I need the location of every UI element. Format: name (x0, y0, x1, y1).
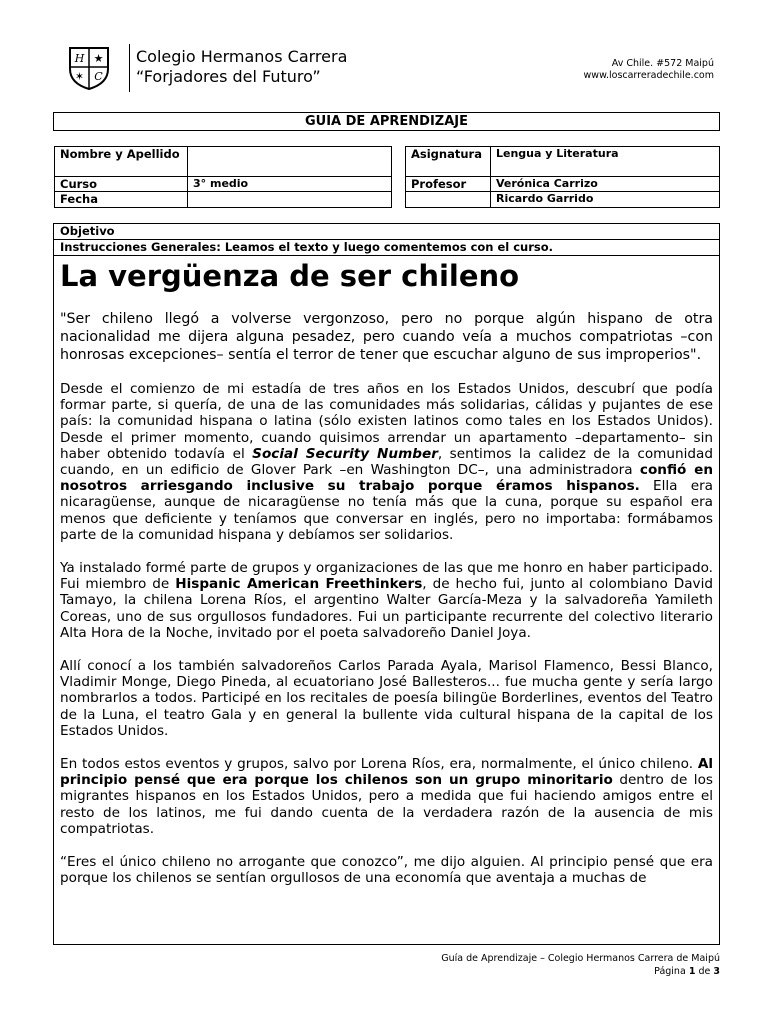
name-value (188, 147, 392, 177)
text-run: , de hecho fui, junto al colombiano David Tamayo, la chilena Lorena Ríos, el argentino Walter García-Meza y la salvadoreña Yamileth Coreas, uno de sus orgullosos fundadores. Fui un participante recurrente del colectivo literario Alta Hora de la Noche, invitado por el poeta salvadoreño Daniel Joya. (60, 576, 713, 641)
emphasis-trust: confió en nosotros arriesgando inclusive su trabajo porque éramos hispanos. (60, 462, 713, 495)
text-run: Ella era nicaragüense, aunque de nicaragüense no tenía más que la cuna, porque su español era menos que deficiente y teníamos que conversar en inglés, pero no importaba: formábamos parte de la comunidad hispana y debíamos ser solidarios. (60, 478, 713, 543)
school-website: www.loscarreradechile.com (583, 70, 714, 81)
guide-title: GUIA DE APRENDIZAJE (53, 112, 720, 131)
course-label: Curso (55, 177, 188, 192)
text-run: En todos estos eventos y grupos, salvo por Lorena Ríos, era, normalmente, el único chileno. (60, 756, 698, 773)
name-label: Nombre y Apellido (55, 147, 188, 177)
article-title: La vergüenza de ser chileno (60, 259, 520, 293)
student-info-table (54, 146, 392, 208)
page-number (441, 965, 720, 978)
text-run: dentro de los migrantes hispanos en los Estados Unidos, pero a medida que fui haciendo amigos entre el resto de los latinos, me fui dando cuenta de la verdadera razón de la ausencia de mis compatriotas. (60, 772, 713, 837)
school-address: Av Chile. #572 Maipú (611, 58, 714, 69)
footer-text: Guía de Aprendizaje – Colegio Hermanos Carrera de Maipú (441, 953, 720, 964)
emphasis-ssn: Social Security Number (252, 445, 438, 462)
subject-value: Lengua y Literatura (491, 147, 720, 177)
objective-label: Objetivo (54, 224, 719, 240)
article-paragraph-3: Allí conocí a los también salvadoreños Carlos Parada Ayala, Marisol Flamenco, Bessi Blanco, Vladimir Monge, Diego Pineda, al ecuatoriano José Ballesteros... fue mucha gente y sería largo nombrarlos a todos. Participé en los recitales de poesía bilingüe Borderlines, eventos del Teatro de la Luna, el teatro Gala y en general la bullente vida cultural hispana de la capital de los Estados Unidos. (60, 658, 713, 739)
text-run: Desde el comienzo de mi estadía de tres años en los Estados Unidos, descubrí que podía formar parte, si quería, de una de las comunidades más solidarias, cálidas y pujantes de ese país: la comunidad hispana o latina (sólo existen latinos como tales en los Estados Unidos). Desde el primer momento, cuando quisimos arrendar un apartamento –departamento– sin haber obtenido todavía el (60, 381, 713, 462)
header-divider (129, 44, 130, 92)
instructions-text: Instrucciones Generales: Leamos el texto y luego comentemos con el curso. (60, 240, 554, 254)
crest-letter-c: C (94, 70, 103, 83)
text-run: Ya instalado formé parte de grupos y organizaciones de las que me honro en haber participado. Fui miembro de (60, 560, 713, 593)
teacher-label: Profesor (406, 177, 491, 192)
emphasis-minority: Al principio pensé que era porque los chilenos son un grupo minoritario (60, 756, 713, 789)
page-word: Página (654, 966, 686, 977)
school-block (136, 47, 347, 87)
page-current: 1 (688, 966, 696, 977)
date-value (188, 192, 392, 208)
text-run: , sentimos la calidez de la comunidad cuando, en un edificio de Glover Park –en Washington DC–, una administradora (60, 445, 713, 479)
crest-star-icon: ★ (93, 52, 104, 65)
crest-shield-icon (66, 45, 112, 91)
course-value: 3° medio (188, 177, 392, 192)
article-frame (53, 256, 720, 945)
emphasis-freethinkers: Hispanic American Freethinkers (175, 576, 423, 593)
article-paragraph-1 (60, 381, 713, 543)
article-paragraph-5: “Eres el único chileno no arrogante que conozco”, me dijo alguien. Al principio pensé que era porque los chilenos se sentían orgullosos de una economía que aventaja a muchas de (60, 854, 713, 887)
teacher-name-1: Verónica Carrizo (491, 177, 720, 192)
crest-letter-h: H (74, 52, 85, 65)
subject-info-table (405, 146, 720, 208)
article-paragraph-4 (60, 756, 713, 837)
teacher-name-2: Ricardo Garrido (491, 192, 720, 208)
article-quote: "Ser chileno llegó a volverse vergonzoso, pero no porque algún hispano de otra nacionalidad me dijera alguna pesadez, pero cuando veía a muchos compatriotas –con honrosas excepciones– sentía el terror de tener que escuchar alguno de sus improperios". (60, 311, 713, 363)
crest-star-icon: ✶ (74, 70, 85, 83)
article-paragraph-2 (60, 560, 713, 641)
school-name: Colegio Hermanos Carrera (136, 47, 348, 66)
school-crest (66, 45, 112, 91)
school-motto: “Forjadores del Futuro” (136, 67, 321, 86)
date-label: Fecha (55, 192, 188, 208)
teacher-label-empty (406, 192, 491, 208)
school-address-block (584, 58, 714, 82)
page-of: de (698, 966, 711, 977)
objective-box (53, 223, 720, 256)
page-footer (441, 952, 720, 978)
subject-label: Asignatura (406, 147, 491, 177)
page-total: 3 (713, 966, 720, 977)
